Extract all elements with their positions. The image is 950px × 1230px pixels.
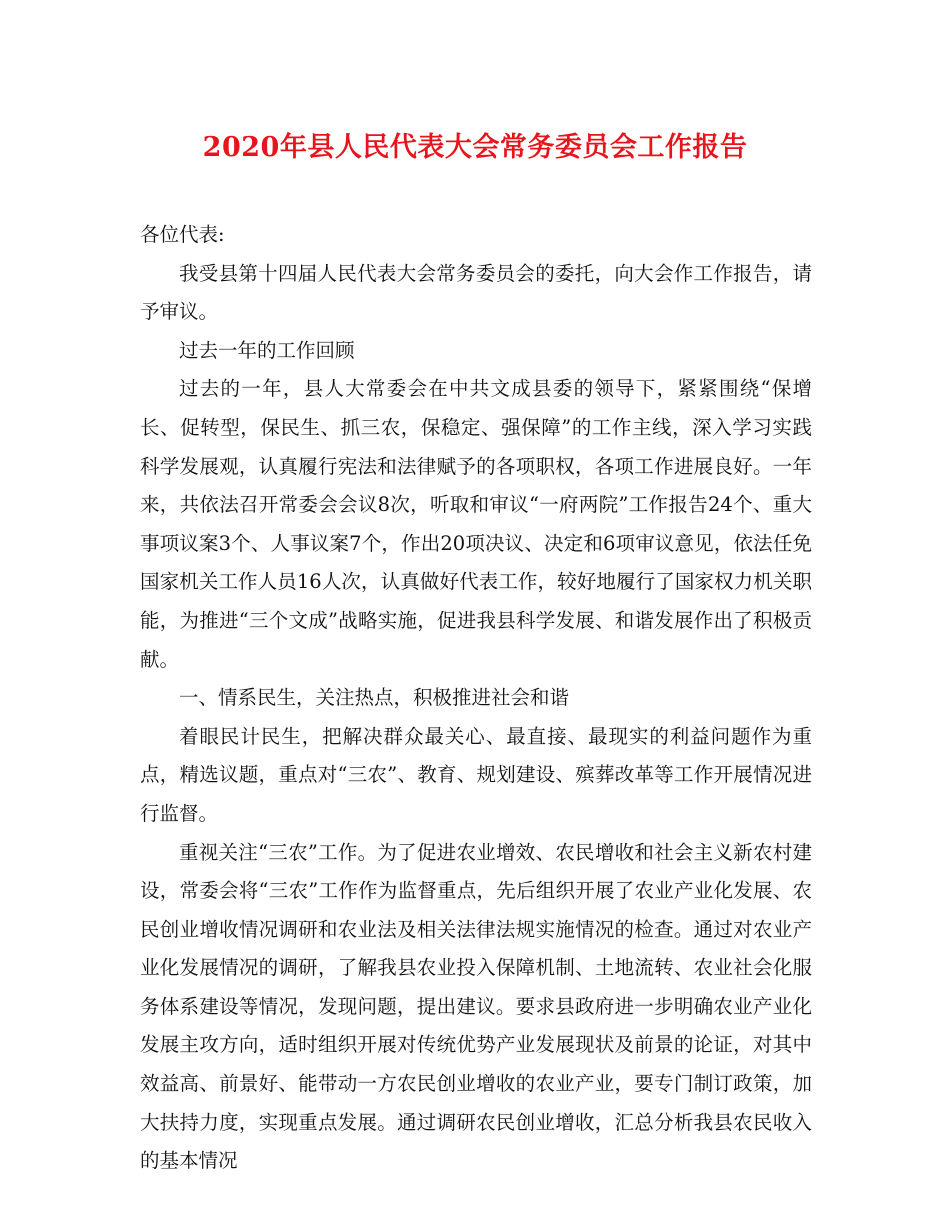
paragraph-overview: 过去的一年，县人大常委会在中共文成县委的领导下，紧紧围绕“保增长、促转型，保民生、抓三农，保稳定、强保障”的工作主线，深入学习实践科学发展观，认真履行宪法和法律赋予的各项职权，各项工作进展良好。一年来，共依法召开常委会会议8次，听取和审议“一府两院”工作报告24个、重大事项议案3个、人事议案7个，作出20项决议、决定和6项审议意见，依法任免国家机关工作人员16人次，认真做好代表工作，较好地履行了国家权力机关职能，为推进“三个文成”战略实施，促进我县科学发展、和谐发展作出了积极贡献。 (140, 377, 812, 671)
document-body (140, 216, 812, 1181)
section-heading-livelihood: 一、情系民生，关注热点，积极推进社会和谐 (179, 686, 570, 710)
section-heading-review: 过去一年的工作回顾 (179, 338, 355, 362)
paragraph-agriculture: 重视关注“三农”工作。为了促进农业增效、农民增收和社会主义新农村建设，常委会将“三农”工作作为监督重点，先后组织开展了农业产业化发展、农民创业增收情况调研和农业法及相关法律法规实施情况的检查。通过对农业产业化发展情况的调研，了解我县农业投入保障机制、土地流转、农业社会化服务体系建设等情况，发现问题，提出建议。要求县政府进一步明确农业产业化发展主攻方向，适时组织开展对传统优势产业发展现状及前景的论证，对其中效益高、前景好、能带动一方农民创业增收的农业产业，要专门制订政策，加大扶持力度，实现重点发展。通过调研农民创业增收，汇总分析我县农民收入的基本情况 (140, 840, 812, 1173)
paragraph-livelihood: 着眼民计民生，把解决群众最关心、最直接、最现实的利益问题作为重点，精选议题，重点对“三农”、教育、规划建设、殡葬改革等工作开展情况进行监督。 (140, 724, 812, 825)
salutation: 各位代表: (140, 223, 225, 246)
document-title: 2020年县人民代表大会常务委员会工作报告 (202, 132, 748, 163)
paragraph-commission: 我受县第十四届人民代表大会常务委员会的委托，向大会作工作报告，请予审议。 (140, 261, 812, 324)
